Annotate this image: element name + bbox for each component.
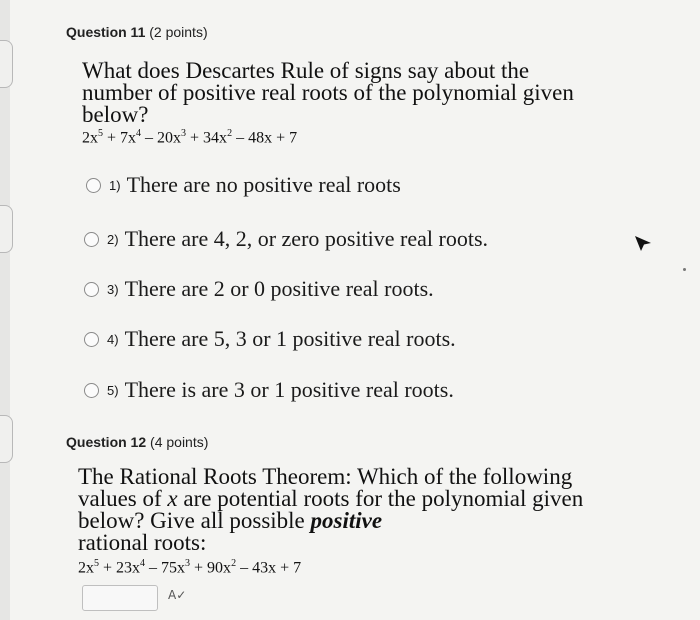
- spellcheck-icon[interactable]: A✓: [168, 588, 187, 602]
- answer-option-2[interactable]: [84, 226, 488, 252]
- margin-tab: [0, 205, 13, 253]
- question-12-text: [78, 466, 638, 554]
- answer-input[interactable]: [82, 585, 158, 611]
- question-11-points: (2 points): [149, 24, 208, 40]
- option-text: There are no positive real roots: [126, 172, 401, 197]
- margin-tab: [0, 40, 13, 88]
- radio-button[interactable]: [86, 178, 101, 193]
- stray-mark: [683, 268, 686, 271]
- option-number: 2): [107, 231, 119, 247]
- question-12-line: rational roots:: [78, 530, 207, 555]
- option-text: There are 2 or 0 positive real roots.: [124, 276, 434, 301]
- question-11-header: [66, 24, 208, 40]
- answer-option-5[interactable]: [84, 377, 454, 403]
- radio-button[interactable]: [84, 232, 99, 247]
- radio-button[interactable]: [84, 332, 99, 347]
- question-12-line: below? Give all possible positive: [78, 508, 383, 533]
- question-12-label: Question 12: [66, 434, 147, 450]
- answer-option-4[interactable]: [84, 326, 456, 352]
- answer-option-1[interactable]: [86, 172, 401, 198]
- question-11-label: Question 11: [66, 24, 146, 40]
- option-text: There are 4, 2, or zero positive real roots.: [124, 226, 489, 251]
- question-12-polynomial: $2x^5 + 23x^4 - 75x^3 + 90x^2 - 43x + 7$: [78, 558, 302, 577]
- margin-tab: [0, 415, 13, 463]
- mouse-pointer-icon: [632, 232, 654, 254]
- left-margin-strip: [0, 0, 10, 620]
- question-12-line: The Rational Roots Theorem: Which of the following: [78, 464, 573, 489]
- option-number: 5): [107, 382, 119, 398]
- option-number: 3): [107, 281, 119, 297]
- answer-option-3[interactable]: [84, 276, 434, 302]
- question-12-points: (4 points): [150, 434, 209, 450]
- question-11-text: What does Descartes Rule of signs say about the number of positive real roots of the polynomial given below?: [82, 58, 574, 127]
- option-number: 4): [107, 331, 119, 347]
- question-12-header: [66, 434, 208, 450]
- option-text: There are 5, 3 or 1 positive real roots.: [124, 326, 456, 351]
- question-11-polynomial: $2x^5 + 7x^4 - 20x^3 + 34x^2 - 48x + 7$: [82, 128, 298, 147]
- question-12-line: values of x are potential roots for the polynomial given: [78, 486, 584, 511]
- radio-button[interactable]: [84, 383, 99, 398]
- option-number: 1): [109, 177, 121, 193]
- option-text: There is are 3 or 1 positive real roots.: [124, 377, 454, 402]
- radio-button[interactable]: [84, 282, 99, 297]
